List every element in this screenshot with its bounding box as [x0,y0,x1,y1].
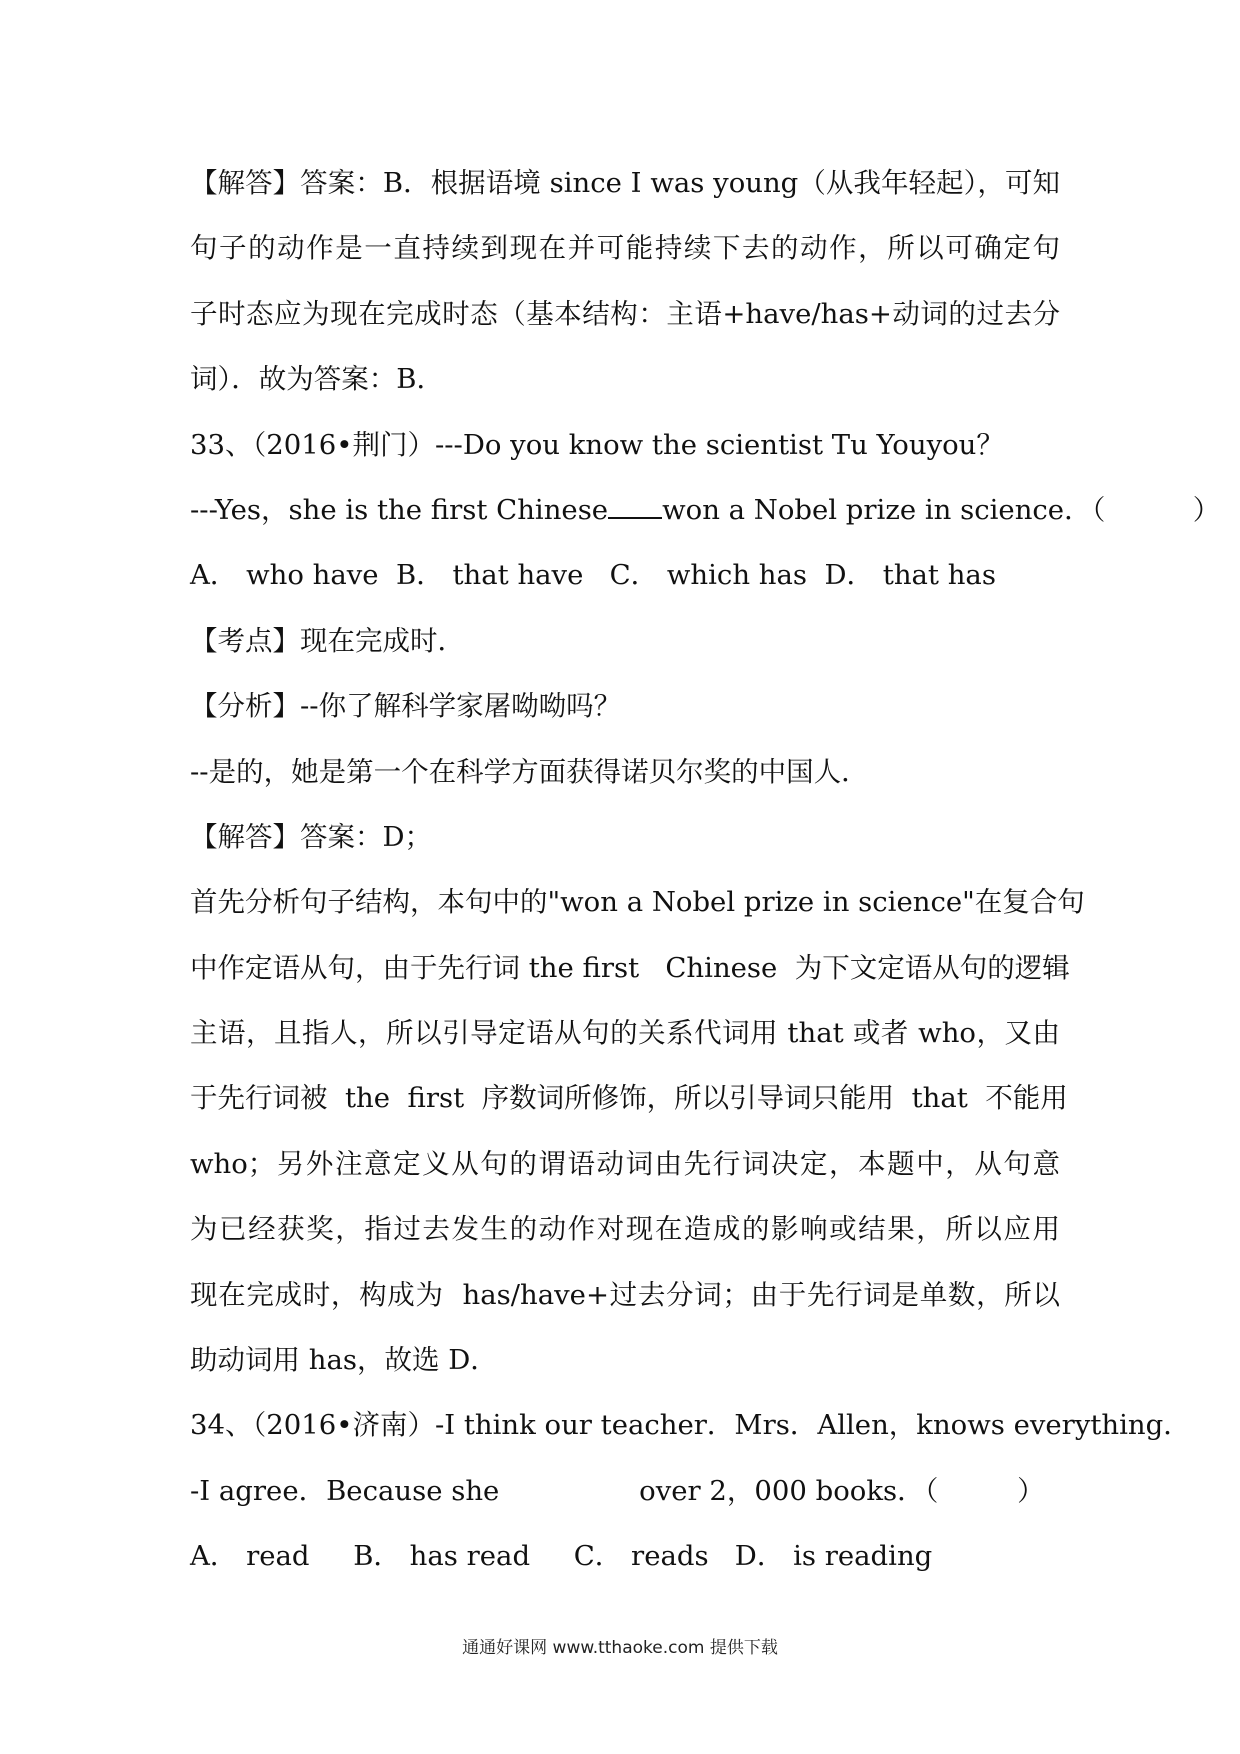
text-line: 现在完成时，构成为 has/have+过去分词；由于先行词是单数，所以 [190,1278,1060,1311]
text-line: 助动词用 has，故选 D． [190,1344,498,1377]
jieda-label: 【解答】答案：D； [190,820,433,853]
text-line: 句子的动作是一直持续到现在并可能持续下去的动作，所以可确定句 [190,232,1060,265]
text-line: who；另外注意定义从句的谓语动词由先行词决定，本题中，从句意 [190,1147,1060,1180]
answer-blank [608,485,662,519]
text-line: 主语，且指人，所以引导定语从句的关系代词用 that 或者 who，又由 [190,1017,1060,1050]
text-line: --是的，她是第一个在科学方面获得诺贝尔奖的中国人． [190,755,869,788]
question-34-options: A． read B． has read C． reads D． is reading [190,1540,933,1573]
document-body [190,158,1221,1597]
question-34-reply: -I agree．Because she over 2，000 books．（ ） [190,1474,1045,1507]
question-33-options: A． who have B． that have C． which has D． that has [190,559,996,592]
page-footer: 通通好课网 www.tthaoke.com 提供下载 [462,1638,778,1658]
text-line: 中作定语从句，由于先行词 the first Chinese 为下文定语从句的逻辑 [190,951,1070,984]
text-line: 于先行词被 the first 序数词所修饰，所以引导词只能用 that 不能用 [190,1082,1068,1115]
text-line: 【解答】答案：B．根据语境 since I was young（从我年轻起），可知 [190,167,1060,199]
fenxi-label: 【分析】--你了解科学家屠呦呦吗？ [190,690,622,723]
text-line: 首先分析句子结构，本句中的"won a Nobel prize in science"在复合句 [190,886,1085,919]
question-33-reply [190,485,1221,550]
text-line: 子时态应为现在完成时态（基本结构：主语+have/has+动词的过去分 [190,297,1060,330]
text-line: 为已经获奖，指过去发生的动作对现在造成的影响或结果，所以应用 [190,1213,1060,1246]
kaodian-label: 【考点】现在完成时． [190,624,465,657]
reply-before-blank: ---Yes，she is the first Chinese [190,493,609,526]
question-34-stem: 34、（2016•济南）-I think our teacher．Mrs．Allen，knows everything． [190,1409,1191,1442]
reply-after-blank: won a Nobel prize in science．（ ） [662,493,1221,526]
text-line: 词）．故为答案：B． [190,363,444,396]
question-33-stem: 33、（2016•荆门）---Do you know the scientist Tu Youyou？ [190,428,1004,461]
